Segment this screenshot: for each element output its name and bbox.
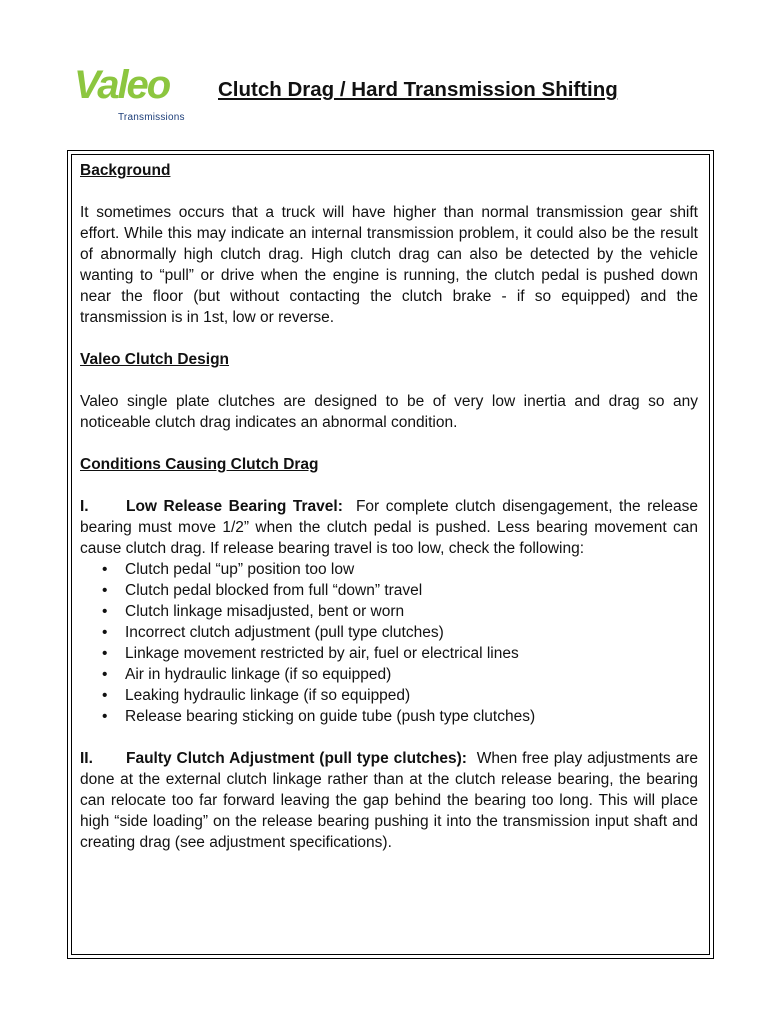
list-item: • Clutch pedal blocked from full “down” travel bbox=[102, 582, 423, 599]
design-text: Valeo single plate clutches are designed to be of very low inertia and drag so any noticeable clutch drag indicates an abnormal condition. bbox=[80, 393, 698, 431]
section-2-label bbox=[80, 750, 467, 767]
section-2-text: When free play adjustments are done at the external clutch linkage rather than at the clutch release bearing, the bearing can relocate too far forward leaving the gap behind the bearing too long. This will place high “side loading” on the release bearing pushing it into the transmission input shaft and creating drag (see adjustment specifications). bbox=[80, 750, 698, 851]
section-1-title: Low Release Bearing Travel: bbox=[126, 498, 343, 515]
section-1-number: I. bbox=[80, 498, 89, 515]
logo-brand: Valeo bbox=[74, 63, 170, 107]
conditions-heading: Conditions Causing Clutch Drag bbox=[80, 456, 319, 473]
list-item: • Clutch linkage misadjusted, bent or worn bbox=[102, 603, 405, 620]
logo-subtitle: Transmissions bbox=[118, 112, 185, 123]
list-item: • Linkage movement restricted by air, fuel or electrical lines bbox=[102, 645, 519, 662]
background-heading: Background bbox=[80, 162, 171, 179]
section-1-bullet-list bbox=[80, 559, 698, 727]
valeo-logo bbox=[70, 62, 190, 132]
list-item: • Air in hydraulic linkage (if so equipped) bbox=[102, 666, 392, 683]
list-item: • Release bearing sticking on guide tube (push type clutches) bbox=[102, 708, 536, 725]
page-title: Clutch Drag / Hard Transmission Shifting bbox=[218, 78, 618, 101]
section-2-paragraph bbox=[80, 748, 698, 853]
section-2-title: Faulty Clutch Adjustment (pull type clutches): bbox=[126, 750, 467, 767]
document-body bbox=[80, 160, 698, 853]
list-item: • Clutch pedal “up” position too low bbox=[102, 561, 355, 578]
section-2-number: II. bbox=[80, 750, 93, 767]
list-item: • Incorrect clutch adjustment (pull type clutches) bbox=[102, 624, 444, 641]
design-heading: Valeo Clutch Design bbox=[80, 351, 230, 368]
section-1-text: For complete clutch disengagement, the release bearing must move 1/2” when the clutch pedal is pushed. Less bearing movement can cause clutch drag. If release bearing travel is too low, check the following: bbox=[80, 498, 698, 557]
list-item: • Leaking hydraulic linkage (if so equipped) bbox=[102, 687, 411, 704]
background-text: It sometimes occurs that a truck will have higher than normal transmission gear shift effort. While this may indicate an internal transmission problem, it could also be the result of abnormally high clutch drag. High clutch drag can also be detected by the vehicle wanting to “pull” or drive when the engine is running, the clutch pedal is pushed down near the floor (but without contacting the clutch brake - if so equipped) and the transmission is in 1st, low or reverse. bbox=[80, 204, 698, 326]
section-1-paragraph bbox=[80, 496, 698, 559]
section-1-label bbox=[80, 498, 343, 515]
